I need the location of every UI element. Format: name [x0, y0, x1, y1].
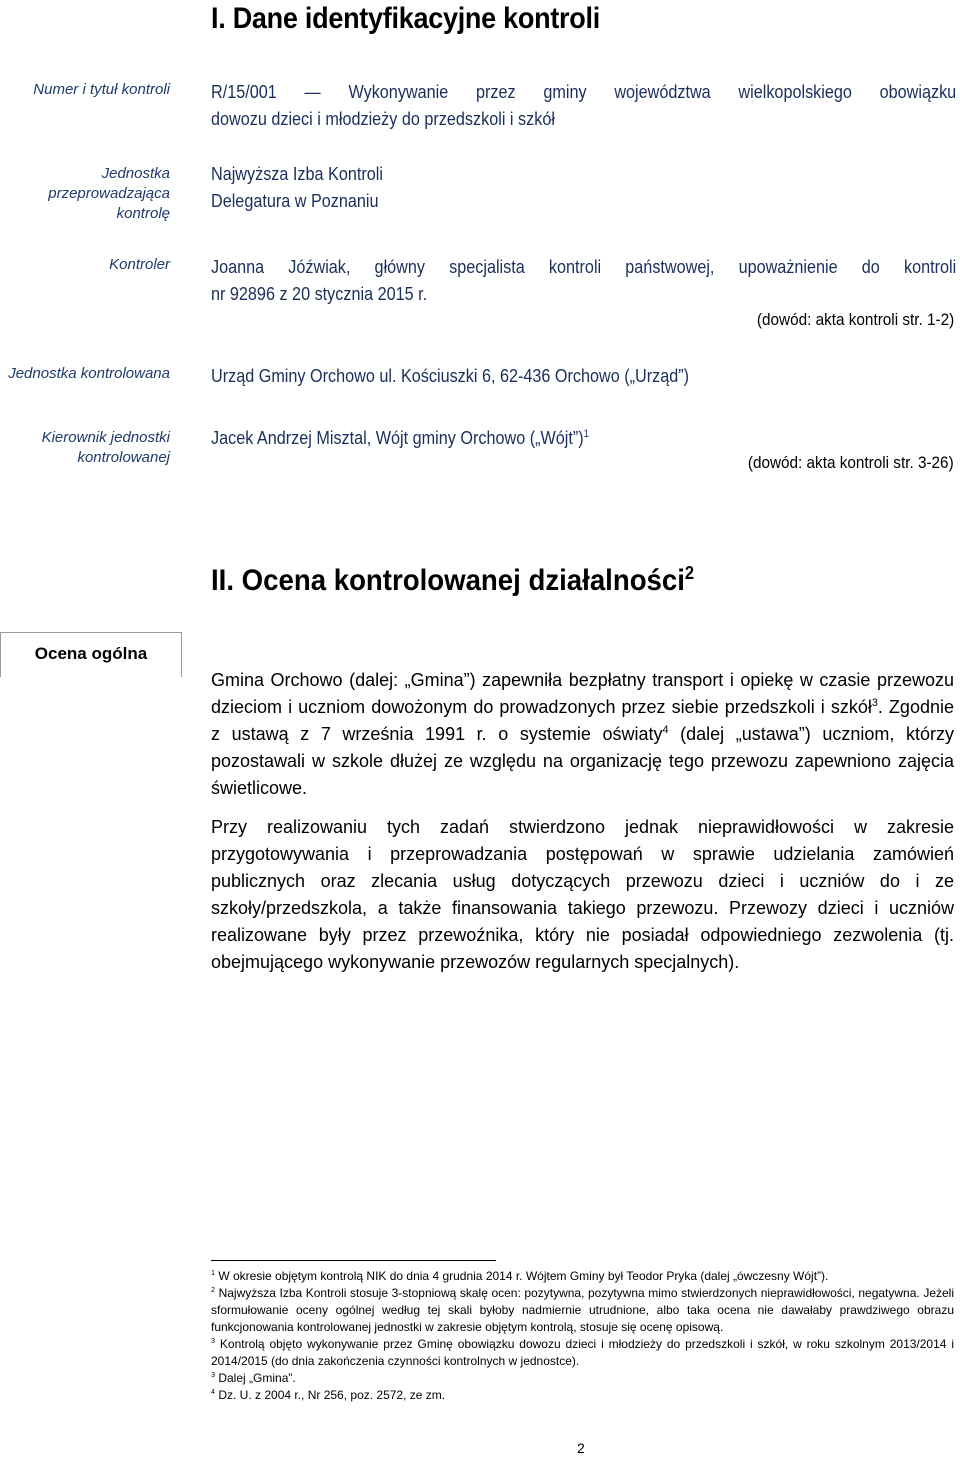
section-1-heading: I. Dane identyfikacyjne kontroli — [211, 2, 600, 35]
label-conducting-unit: Jednostka przeprowadzająca kontrolę — [48, 165, 170, 222]
control-title-value — [211, 79, 956, 133]
footnote-ref-4: 4 — [662, 724, 669, 736]
inspector-value — [211, 254, 956, 308]
footnote-1 — [211, 1268, 954, 1285]
inspector-line-2: nr 92896 z 20 stycznia 2015 r. — [211, 284, 428, 304]
footnote-3b-num: 3 — [211, 1370, 215, 1379]
conducting-unit-line-1: Najwyższa Izba Kontroli — [211, 164, 383, 184]
paragraph-1-part-a: Gmina Orchowo (dalej: „Gmina”) zapewniła bezpłatny transport i opiekę w czasie przewozu dzieciom i uczniom dowożonym do prowadzonych przez siebie przedszkoli i szkół — [211, 670, 954, 717]
evidence-ref-1: (dowód: akta kontroli str. 1-2) — [756, 310, 954, 329]
unit-head-line-1: Jacek Andrzej Misztal, Wójt gminy Orchowo („Wójt”) — [211, 428, 584, 448]
footnote-ref-2: 2 — [684, 563, 695, 583]
audited-unit-value — [211, 363, 956, 390]
label-audited-unit: Jednostka kontrolowana — [8, 365, 170, 382]
footnote-1-num: 1 — [211, 1268, 215, 1277]
overall-assessment-box — [0, 632, 182, 677]
paragraph-1-part-b: . Zgodnie z ustawą z 7 września 1991 r. o systemie oświaty — [211, 697, 954, 744]
label-control-title: Numer i tytuł kontroli — [33, 81, 170, 98]
footnote-2-num: 2 — [211, 1285, 215, 1294]
footnote-2 — [211, 1285, 954, 1336]
page-number: 2 — [577, 1440, 585, 1456]
conducting-unit-value — [211, 161, 956, 215]
footnote-2-text: Najwyższa Izba Kontroli stosuje 3-stopniową skalę ocen: pozytywna, pozytywna mimo stwierdzonych nieprawidłowości, negatywna. Jeżeli sformułowanie oceny ogólnej według tej skali byłoby nadmiernie utrudnione, albo taka ocena nie dawałaby prawdziwego obrazu funkcjonowania kontrolowanej jednostki w zakresie objętym kontrolą, stosuje się ocenę opisową. — [211, 1286, 954, 1334]
control-title-line-2: dowozu dzieci i młodzieży do przedszkoli i szkół — [211, 109, 555, 129]
footnote-4-text: Dz. U. z 2004 r., Nr 256, poz. 2572, ze zm. — [218, 1388, 446, 1402]
footnote-separator — [211, 1260, 496, 1261]
footnote-ref-1: 1 — [583, 428, 590, 440]
footnote-3-text: Kontrolą objęto wykonywanie przez Gminę obowiązku dowozu dzieci i młodzieży do przedszkoli i szkół, w roku szkolnym 2013/2014 i 2014/2015 (do dnia zakończenia czynności kontrolnych w jednostce). — [211, 1337, 954, 1368]
paragraph-1-part-c: (dalej „ustawa”) uczniom, którzy pozostawali w szkole dłużej ze względu na organizację tego przewozu zapewniono zajęcia świetlicowe. — [211, 724, 955, 798]
footnote-1-text: W okresie objętym kontrolą NIK do dnia 4 grudnia 2014 r. Wójtem Gminy był Teodor Pryka (dalej „ówczesny Wójt”). — [218, 1269, 829, 1283]
section-2-heading-text: II. Ocena kontrolowanej działalności — [211, 564, 685, 597]
evidence-ref-2: (dowód: akta kontroli str. 3-26) — [748, 453, 954, 472]
footnote-3-num: 3 — [211, 1336, 215, 1345]
footnote-4-num: 4 — [211, 1387, 215, 1396]
audited-unit-line-1: Urząd Gminy Orchowo ul. Kościuszki 6, 62-436 Orchowo („Urząd”) — [211, 366, 690, 386]
section-2-heading — [211, 564, 694, 598]
conducting-unit-line-2: Delegatura w Poznaniu — [211, 191, 379, 211]
label-inspector: Kontroler — [109, 256, 170, 273]
control-title-line-1: R/15/001 — Wykonywanie przez gminy województwa wielkopolskiego obowiązku — [211, 82, 957, 102]
footnote-4 — [211, 1387, 954, 1404]
assessment-paragraph-2: Przy realizowaniu tych zadań stwierdzono jednak nieprawidłowości w zakresie przygotowywania i przeprowadzania postępowań w sprawie udzielania zamówień publicznych oraz zlecania usług dotyczących przewozu dzieci i uczniów do i ze szkoły/przedszkola, a także finansowania takiego przewozu. Przewozy dzieci i uczniów realizowane były przez przewoźnika, który nie posiadał odpowiedniego zezwolenia (tj. obejmującego wykonywanie przewozów regularnych specjalnych). — [211, 817, 954, 972]
footnote-3b-text: Dalej „Gmina”. — [218, 1371, 296, 1385]
assessment-paragraph-1 — [211, 667, 954, 802]
footnotes — [211, 1268, 954, 1404]
overall-assessment-label: Ocena ogólna — [34, 644, 148, 663]
footnote-3b — [211, 1370, 954, 1387]
footnote-ref-3: 3 — [871, 697, 878, 709]
unit-head-value — [211, 425, 956, 452]
label-unit-head: Kierownik jednostki kontrolowanej — [41, 429, 170, 466]
footnote-3 — [211, 1336, 954, 1370]
inspector-line-1: Joanna Jóźwiak, główny specjalista kontroli państwowej, upoważnienie do kontroli — [211, 257, 957, 277]
